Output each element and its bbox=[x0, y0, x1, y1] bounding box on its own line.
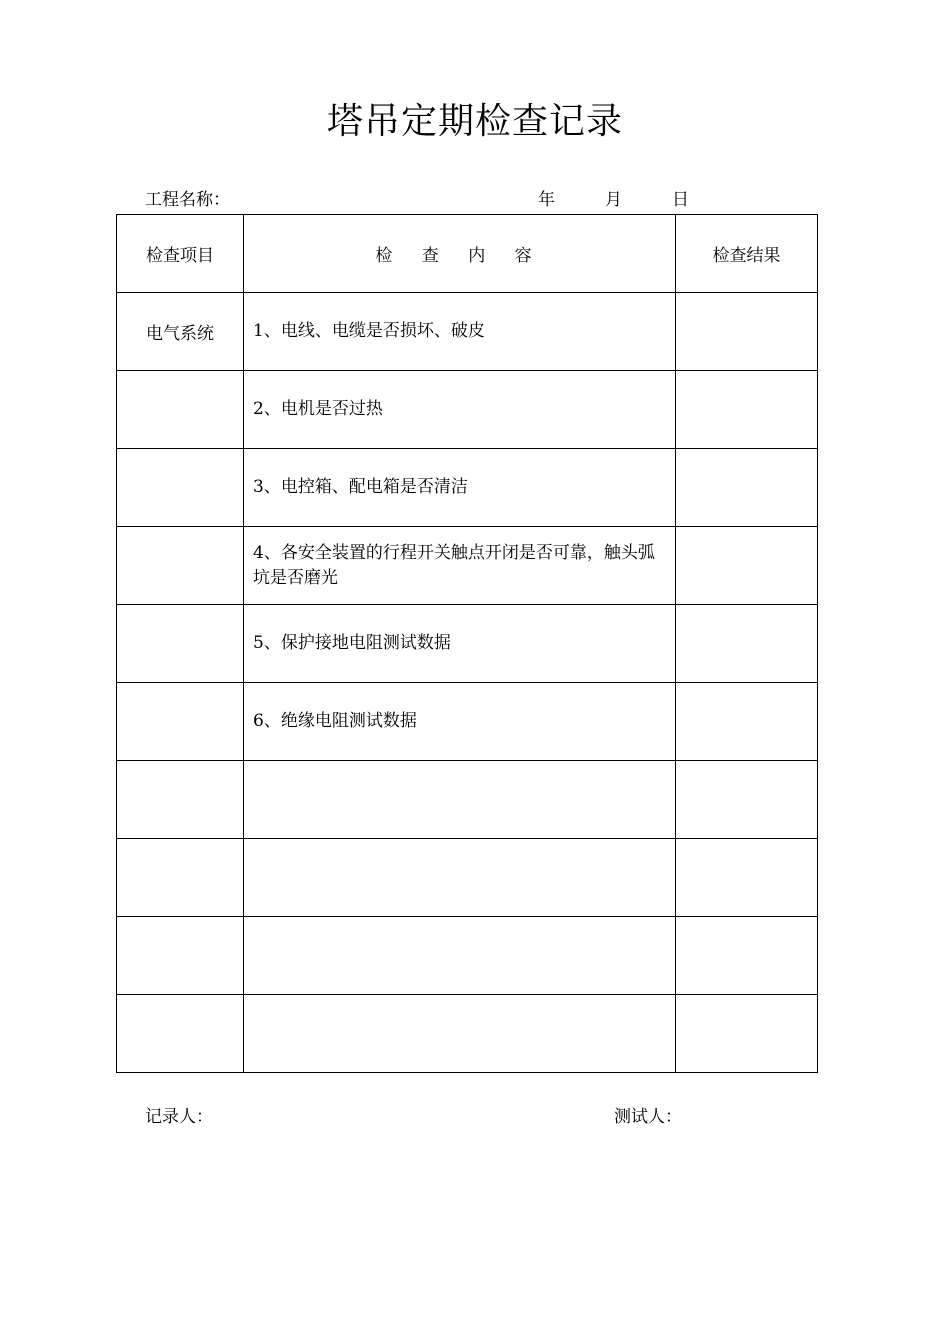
table-row bbox=[117, 527, 818, 605]
row-result[interactable] bbox=[676, 293, 818, 371]
row-content bbox=[244, 839, 676, 917]
row-category bbox=[117, 917, 244, 995]
row-result[interactable] bbox=[676, 839, 818, 917]
row-category bbox=[117, 683, 244, 761]
meta-row bbox=[145, 188, 817, 212]
row-content bbox=[244, 995, 676, 1073]
table-row bbox=[117, 605, 818, 683]
row-category: 电气系统 bbox=[117, 293, 244, 371]
row-result[interactable] bbox=[676, 761, 818, 839]
table-row bbox=[117, 995, 818, 1073]
row-content: 5、保护接地电阻测试数据 bbox=[244, 605, 676, 683]
page-title: 塔吊定期检查记录 bbox=[326, 101, 623, 142]
inspection-table bbox=[116, 214, 818, 1073]
row-content bbox=[244, 917, 676, 995]
row-category bbox=[117, 527, 244, 605]
tester-label: 测试人： bbox=[614, 1107, 682, 1127]
table-row bbox=[117, 683, 818, 761]
signature-row bbox=[145, 1105, 817, 1129]
table-header-row bbox=[117, 215, 818, 293]
row-category bbox=[117, 761, 244, 839]
date-day-label: 日 bbox=[672, 190, 689, 210]
row-result[interactable] bbox=[676, 995, 818, 1073]
table-row bbox=[117, 449, 818, 527]
row-result[interactable] bbox=[676, 683, 818, 761]
row-content: 2、电机是否过热 bbox=[244, 371, 676, 449]
date-year-label: 年 bbox=[538, 190, 555, 210]
row-result[interactable] bbox=[676, 449, 818, 527]
row-category bbox=[117, 371, 244, 449]
table-row bbox=[117, 371, 818, 449]
row-content: 3、电控箱、配电箱是否清洁 bbox=[244, 449, 676, 527]
row-category bbox=[117, 839, 244, 917]
row-result[interactable] bbox=[676, 605, 818, 683]
table-row bbox=[117, 917, 818, 995]
row-content bbox=[244, 761, 676, 839]
row-category bbox=[117, 605, 244, 683]
recorder-label: 记录人： bbox=[145, 1107, 213, 1127]
row-result[interactable] bbox=[676, 527, 818, 605]
row-category bbox=[117, 449, 244, 527]
table-row bbox=[117, 761, 818, 839]
row-content: 4、各安全装置的行程开关触点开闭是否可靠，触头弧坑是否磨光 bbox=[244, 527, 676, 605]
header-inspection-result: 检查结果 bbox=[676, 215, 818, 293]
table-row bbox=[117, 839, 818, 917]
row-category bbox=[117, 995, 244, 1073]
table-row bbox=[117, 293, 818, 371]
date-month-label: 月 bbox=[605, 190, 622, 210]
project-name-label: 工程名称： bbox=[145, 190, 230, 210]
header-inspection-content: 检 查 内 容 bbox=[244, 215, 676, 293]
row-content: 6、绝缘电阻测试数据 bbox=[244, 683, 676, 761]
row-result[interactable] bbox=[676, 917, 818, 995]
header-inspection-item: 检查项目 bbox=[117, 215, 244, 293]
row-content: 1、电线、电缆是否损坏、破皮 bbox=[244, 293, 676, 371]
row-result[interactable] bbox=[676, 371, 818, 449]
